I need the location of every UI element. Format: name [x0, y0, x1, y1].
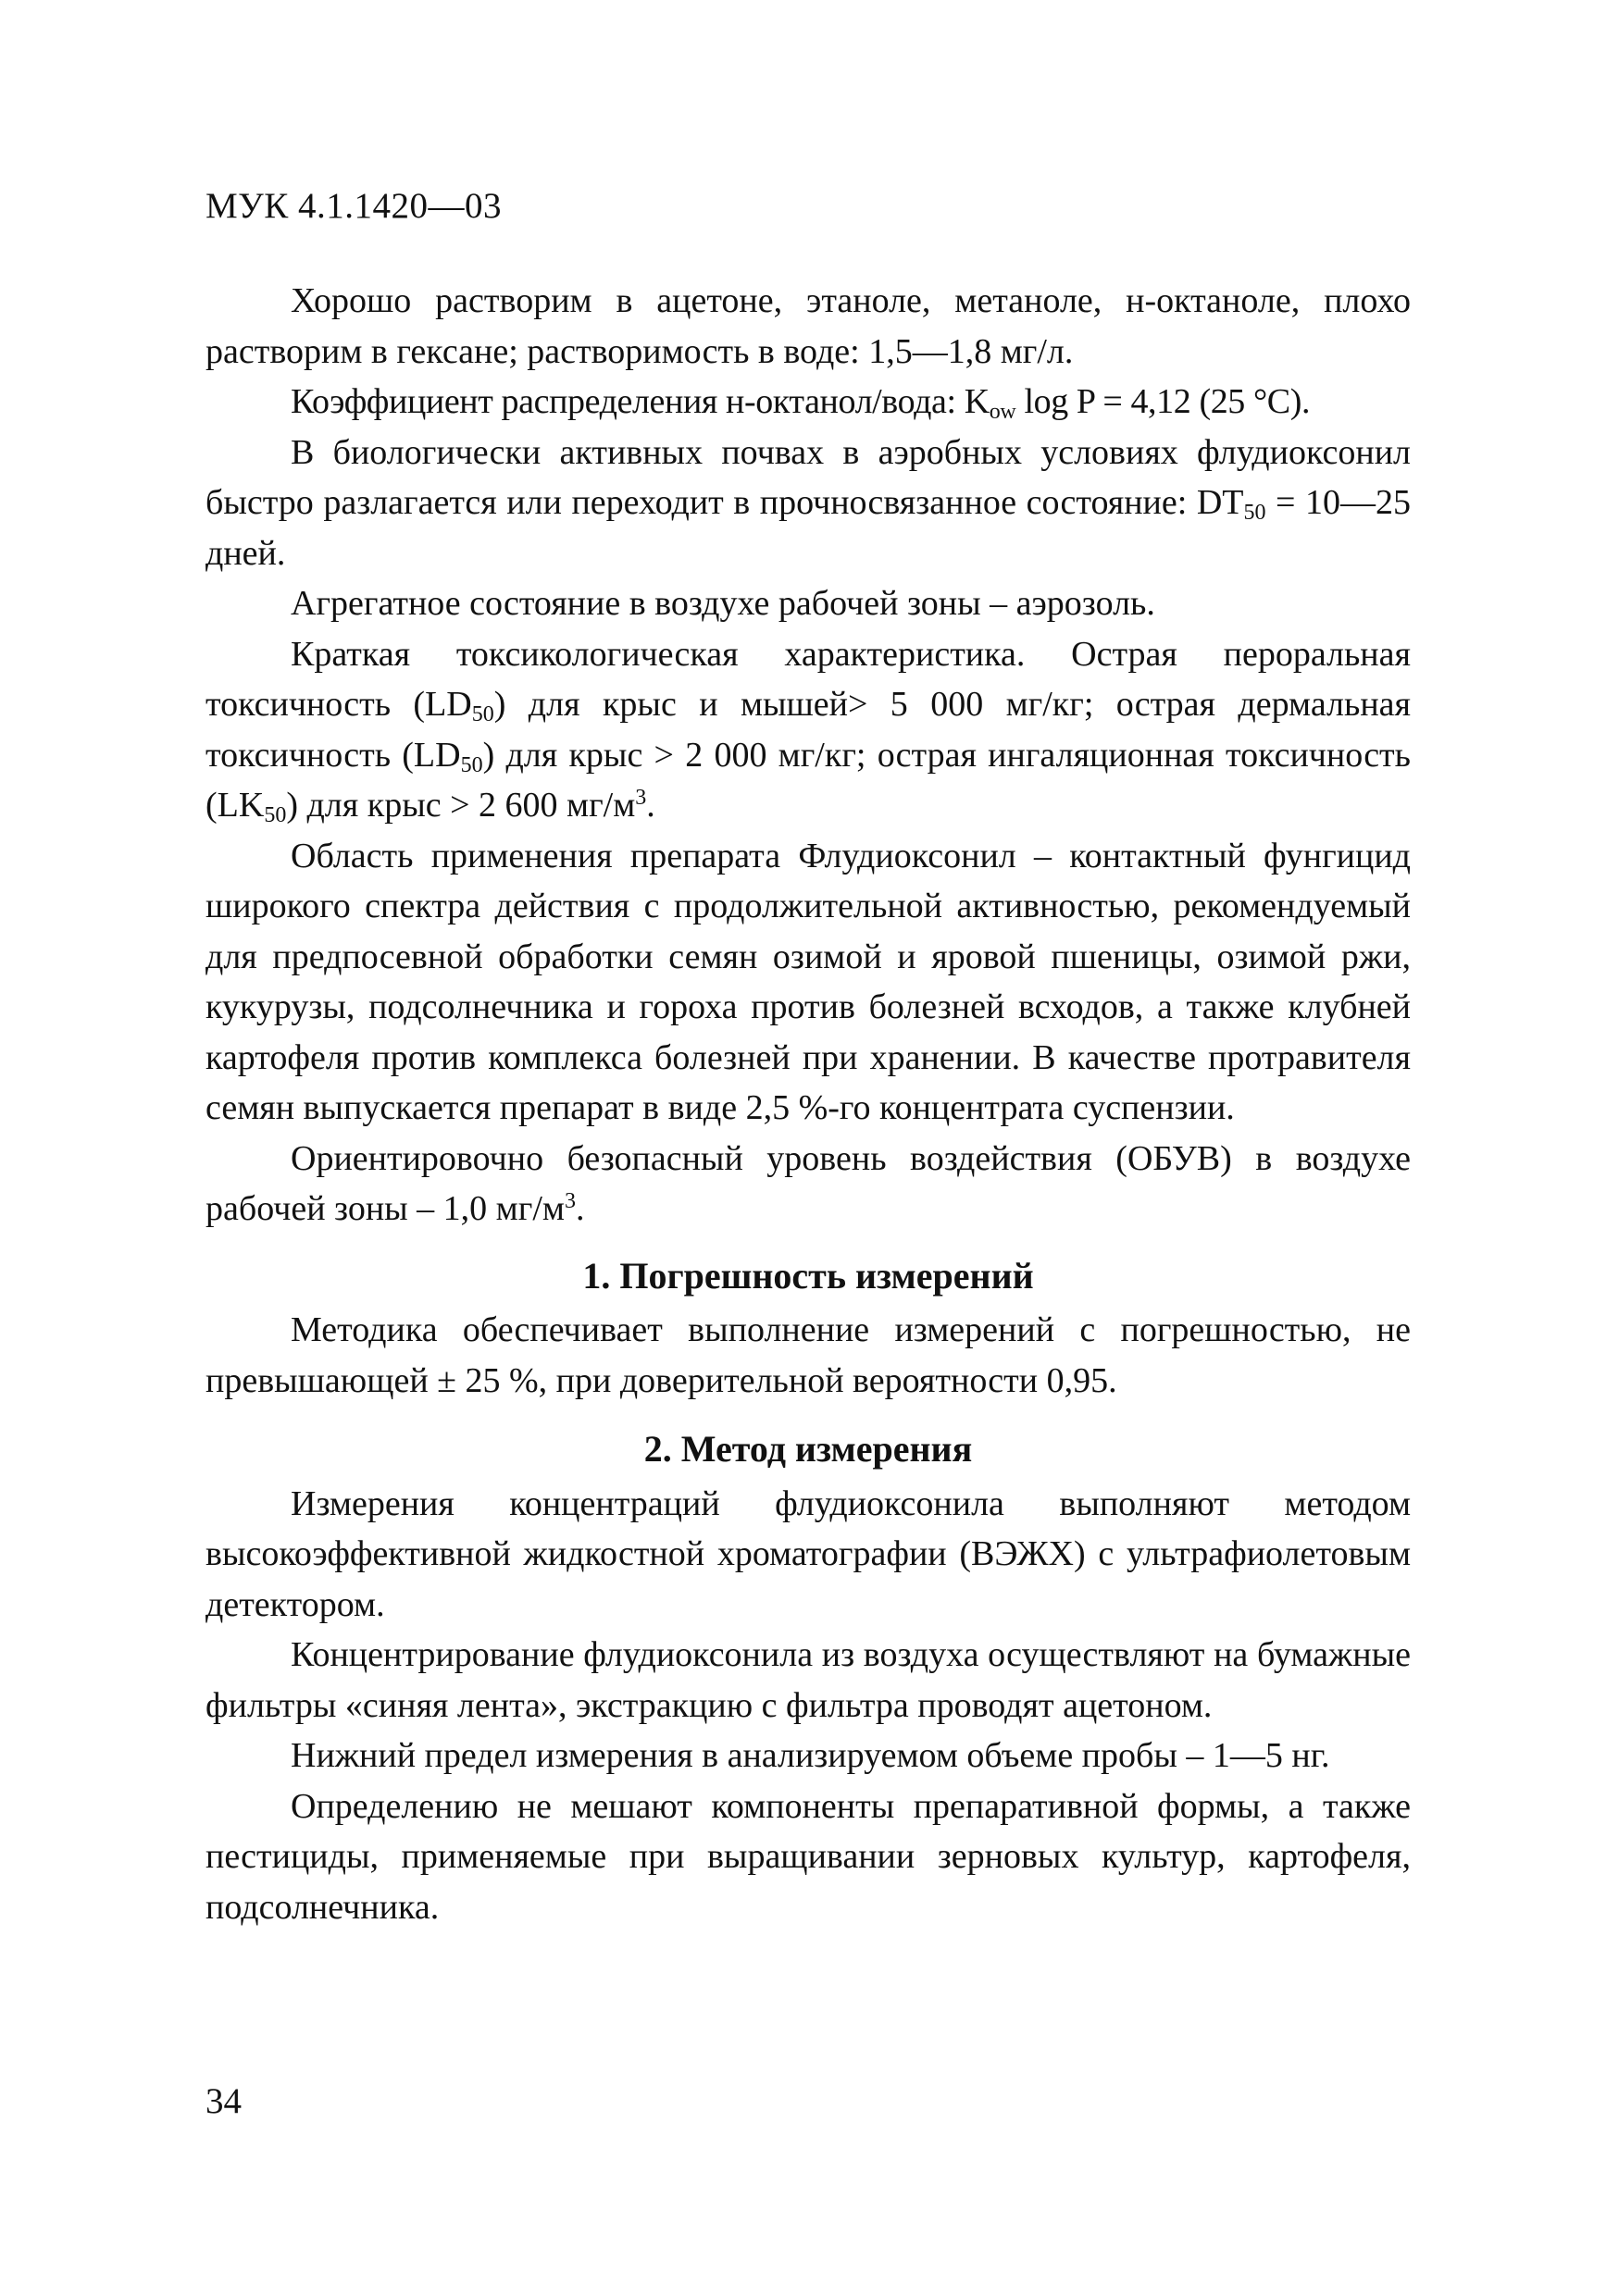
section-heading-measurement-error: 1. Погрешность измерений [582, 1254, 1034, 1297]
document-code-header: МУК 4.1.1420—03 [205, 186, 503, 226]
safe-level-superscript: 3 [564, 1188, 576, 1213]
soil-text-b: = 10—25 дней. [205, 483, 1411, 573]
paragraph-method-hplc: Измерения концентраций флудиоксонила выполняют методом высокоэффективной жидкостной хроматографии (ВЭЖХ) с ультрафиолетовым детектором. [205, 1483, 1411, 1624]
tox-text-a: Краткая токсикологическая характеристика. Острая пероральная токсичность (LD [205, 634, 1411, 724]
paragraph-toxicology [205, 629, 1411, 831]
paragraph-partition-coefficient [205, 377, 1411, 428]
tox-subscript-1: 50 [471, 702, 494, 726]
safe-level-text-b: . [575, 1189, 585, 1228]
tox-subscript-2: 50 [460, 752, 483, 777]
paragraph-application: Область применения препарата Флудиоксонил – контактный фунгицид широкого спектра действия с продолжительной активностью, рекомендуемый для предпосевной обработки семян озимой и яровой пшеницы, озимой ржи, кукурузы, подсолнечника и гороха против болезней всходов, а также клубней картофеля против комплекса болезней при хранении. В качестве протравителя семян выпускается препарат в виде 2,5 %-го концентрата суспензии. [205, 836, 1411, 1127]
tox-text-b: ) для крыс и мышей> 5 000 мг/кг; острая дермальная токсичность (LD [205, 685, 1411, 775]
paragraph-soil-degradation [205, 428, 1411, 579]
tox-text-c: ) для крыс > 2 000 мг/кг; острая ингаляционная токсичность (LK [205, 735, 1411, 825]
paragraph-solubility: Хорошо растворим в ацетоне, этаноле, метаноле, н-октаноле, плохо растворим в гексане; растворимость в воде: 1,5—1,8 мг/л. [205, 281, 1411, 371]
safe-level-text-a: Ориентировочно безопасный уровень воздействия (ОБУВ) в воздухе рабочей зоны – 1,0 мг/м [205, 1138, 1411, 1228]
tox-superscript: 3 [635, 785, 647, 810]
paragraph-method-lower-limit: Нижний предел измерения в анализируемом объеме пробы – 1—5 нг. [291, 1736, 1330, 1775]
soil-subscript: 50 [1243, 501, 1266, 525]
partition-text-a: Коэффициент распределения н-октанол/вода: K [291, 382, 990, 421]
page-number: 34 [205, 2081, 242, 2121]
section-heading-measurement-method: 2. Метод измерения [643, 1428, 973, 1470]
paragraph-aggregate-state: Агрегатное состояние в воздухе рабочей зоны – аэрозоль. [291, 584, 1155, 623]
partition-subscript: ow [989, 400, 1016, 424]
document-body [205, 276, 1411, 1932]
tox-subscript-3: 50 [264, 803, 287, 827]
partition-text-b: log P = 4,12 (25 °C). [1015, 382, 1311, 421]
soil-text-a: В биологически активных почвах в аэробных условиях флудиоксонил быстро разлагается или переходит в прочносвязанное состояние: DT [205, 432, 1411, 522]
paragraph-method-concentration: Концентрирование флудиоксонила из воздуха осуществляют на бумажные фильтры «синяя лента», экстракцию с фильтра проводят ацетоном. [205, 1635, 1411, 1725]
paragraph-measurement-error: Методика обеспечивает выполнение измерений с погрешностью, не превышающей ± 25 %, при доверительной вероятности 0,95. [205, 1310, 1411, 1400]
paragraph-method-interference: Определению не мешают компоненты препаративной формы, а также пестициды, применяемые при выращивании зерновых культур, картофеля, подсолнечника. [205, 1786, 1411, 1927]
tox-text-e: . [646, 786, 655, 825]
tox-text-d: ) для крыс > 2 600 мг/м [286, 786, 636, 825]
paragraph-safe-level [205, 1134, 1411, 1235]
